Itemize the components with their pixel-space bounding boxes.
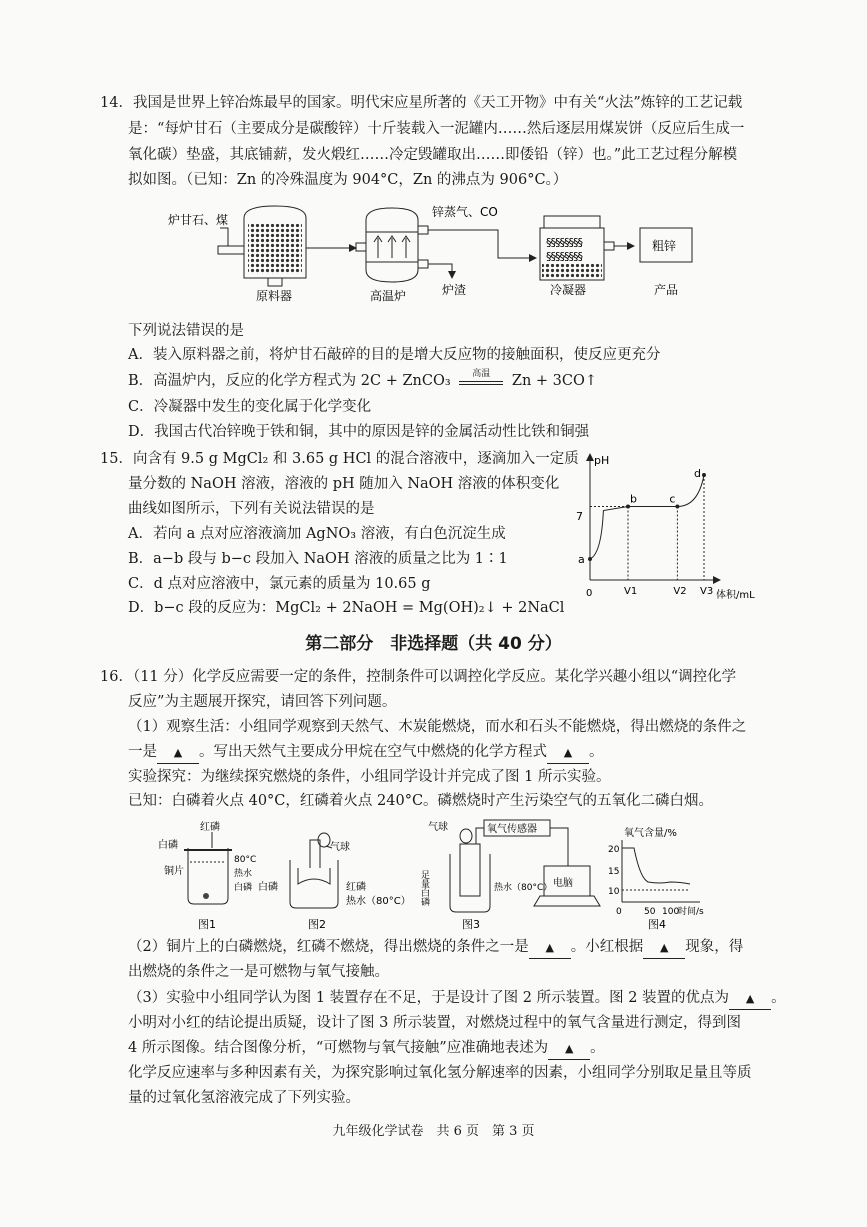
q14-line-1: 14．我国是世界上锌冶炼最早的国家。明代宋应星所著的《天工开物》中有关“火法”炼锌的工艺记载: [100, 95, 743, 111]
fig2-caption: 图2: [308, 918, 326, 931]
slag-label: 炉渣: [442, 283, 467, 297]
q14-line-3: 氧化碳）垫盛，其底铺薪，发火煅红……冷定毁罐取出……即倭铅（锌）也。”此工艺过程分解模: [128, 147, 738, 163]
fig4-xlabel: 时间/s: [678, 907, 704, 917]
q16-line-2: 反应”为主题展开探究，请回答下列问题。: [128, 694, 397, 710]
ph-ytick-7: 7: [576, 510, 583, 523]
fig2-label-water: 热水（80°C）: [346, 896, 411, 907]
fig4-xtick-0: 0: [616, 907, 622, 917]
gas-label: 锌蒸气、CO: [432, 205, 498, 219]
fig4-xtick-100: 100: [662, 907, 680, 917]
answer-blank[interactable]: ▲: [729, 988, 771, 1010]
fig4-caption: 图4: [648, 918, 666, 931]
q15-line-1: 15．向含有 9.5 g MgCl₂ 和 3.65 g HCl 的混合溶液中，逐滴加入一定质: [100, 451, 579, 467]
raw-material-vessel: [244, 206, 306, 286]
answer-blank[interactable]: ▲: [643, 937, 685, 959]
q16-line-9: [128, 988, 786, 1010]
ph-xtick-0: 0: [586, 588, 593, 599]
fig2-label-red-phosphorus: 红磷: [346, 882, 366, 893]
ph-xlabel: 体积/mL: [716, 590, 755, 601]
answer-blank[interactable]: ▲: [548, 1038, 590, 1060]
q16-text: 。: [590, 1040, 605, 1056]
answer-blank[interactable]: ▲: [157, 742, 199, 764]
q16-line-6: 已知：白磷着火点 40°C，红磷着火点 240°C。磷燃烧时产生污染空气的五氧化二磷白烟。: [128, 793, 714, 809]
fig1-label-temp: 80°C: [234, 855, 257, 865]
fig4-ytick-15: 15: [608, 867, 620, 877]
q16-line-5: 实验探究：为继续探究燃烧的条件，小组同学设计并完成了图 1 所示实验。: [128, 769, 611, 785]
ph-point-a: [588, 557, 592, 561]
q16-text: （2）铜片上的白磷燃烧，红磷不燃烧，得出燃烧的条件之一是: [128, 939, 529, 955]
input-label: 炉甘石、煤: [168, 213, 229, 227]
ph-ylabel: pH: [594, 454, 610, 467]
fig1-caption: 图1: [198, 918, 216, 931]
ph-curve: [590, 475, 704, 559]
fig3-apparatus: [419, 820, 600, 931]
q16-text: （3）实验中小组同学认为图 1 装置存在不足，于是设计了图 2 所示装置。图 2 装置的优点为: [128, 990, 730, 1006]
ph-chart: [570, 448, 755, 608]
q14-option-a: A．装入原料器之前，将炉甘石敲碎的目的是增大反应物的接触面积，使反应更充分: [128, 347, 661, 363]
fig1-label-copper: 铜片: [164, 866, 184, 877]
q16-line-12: 化学反应速率与多种因素有关，为探究影响过氧化氢分解速率的因素，小组同学分别取足量且等质: [128, 1065, 752, 1081]
reaction-condition: 高温: [472, 369, 491, 379]
fig2-apparatus: [258, 833, 411, 931]
fig4-curve: [622, 848, 690, 884]
fig4-xtick-50: 50: [644, 907, 656, 917]
q15-option-c: C．d 点对应溶液中，氯元素的质量为 10.65 g: [128, 576, 431, 592]
furnace-vessel: [356, 208, 428, 282]
q16-line-1: 16．（11 分）化学反应需要一定的条件，控制条件可以调控化学反应。某化学兴趣小组以“调控化学: [100, 669, 737, 685]
reactor1-label: 原料器: [256, 289, 293, 303]
q16-figures: [150, 818, 710, 936]
q16-text: 。: [589, 744, 604, 760]
fig1-label-white-phosphorus-2: 白磷: [234, 883, 253, 893]
condenser-label: 冷凝器: [550, 283, 587, 297]
q14-line-4: 拟如图。（已知：Zn 的冷殊温度为 904°C，Zn 的沸点为 906°C。）: [128, 172, 568, 188]
product-label: 产品: [654, 283, 679, 297]
q14-option-c: C．冷凝器中发生的变化属于化学变化: [128, 399, 372, 415]
ph-point-d-label: d: [694, 467, 701, 480]
q16-text: 现象，得: [685, 939, 744, 955]
fig2-label-white-phosphorus: 白磷: [258, 882, 278, 893]
answer-blank[interactable]: ▲: [529, 937, 571, 959]
q14-line-2: 是：“每炉甘石（主要成分是碳酸锌）十斤装载入一泥罐内……然后逐层用煤炭饼（反应后生成一: [128, 121, 745, 137]
svg-text:§§§§§§§§: §§§§§§§§: [546, 236, 582, 249]
q14-option-b: [128, 371, 597, 391]
fig3-caption: 图3: [462, 918, 480, 931]
fig4-chart: [608, 826, 704, 931]
fig3-label-computer: 电脑: [553, 878, 573, 889]
q16-line-7: [128, 937, 743, 959]
ph-point-b-label: b: [630, 492, 637, 506]
q14-option-b-products: Zn + 3CO↑: [511, 373, 598, 389]
q16-text: 一是: [128, 744, 157, 760]
q16-line-4: [128, 742, 604, 764]
ph-xtick-v2: V2: [673, 586, 687, 597]
q16-line-10: 小明对小红的结论提出质疑，设计了图 3 所示装置，对燃烧过程中的氧气含量进行测定，得到图: [128, 1015, 741, 1031]
q16-text: 4 所示图像。结合图像分析，“可燃物与氧气接触”应准确地表述为: [128, 1040, 549, 1056]
fig3-label-balloon: 气球: [428, 822, 448, 833]
product-box-label: 粗锌: [652, 239, 677, 253]
q16-line-11: [128, 1038, 605, 1060]
reactor2-label: 高温炉: [370, 289, 407, 303]
fig3-label-white-phosphorus: 足量白磷: [419, 870, 429, 906]
fig3-label-sensor: 氧气传感器: [487, 824, 537, 835]
q14-option-d: D．我国古代冶锌晚于铁和铜，其中的原因是锌的金属活动性比铁和铜强: [128, 424, 590, 440]
ph-point-a-label: a: [578, 553, 585, 566]
fig3-label-water: 热水（80°C）: [494, 883, 553, 893]
q15-line-3: 曲线如图所示，下列有关说法错误的是: [128, 501, 375, 517]
fig4-ytick-10: 10: [608, 887, 620, 897]
q16-line-3: （1）观察生活：小组同学观察到天然气、木炭能燃烧，而水和石头不能燃烧，得出燃烧的条件之: [128, 719, 747, 735]
fig1-label-water: 热水: [234, 869, 253, 879]
fig1-apparatus: [158, 820, 256, 931]
page-footer: 九年级化学试卷 共 6 页 第 3 页: [332, 1124, 535, 1139]
ph-xtick-v1: V1: [624, 586, 638, 597]
fig1-label-red-phosphorus: 红磷: [200, 822, 220, 833]
zinc-process-diagram: [160, 198, 720, 308]
q14-prompt: 下列说法错误的是: [128, 323, 244, 339]
q16-text: 。小红根据: [570, 939, 644, 955]
fig2-label-balloon: 气球: [330, 842, 350, 853]
condenser-vessel: [540, 216, 614, 280]
q15-option-a: A．若向 a 点对应溶液滴加 AgNO₃ 溶液，有白色沉淀生成: [128, 526, 506, 542]
ph-xtick-v3: V3: [700, 586, 714, 597]
q16-text: 。: [771, 990, 786, 1006]
fig4-ylabel: 氧气含量/%: [624, 828, 677, 839]
q15-line-2: 量分数的 NaOH 溶液，溶液的 pH 随加入 NaOH 溶液的体积变化: [128, 476, 560, 492]
q16-line-13: 量的过氧化氢溶液完成了下列实验。: [128, 1090, 360, 1106]
section-title: 第二部分 非选择题（共 40 分）: [305, 634, 562, 654]
q14-option-b-text: B．高温炉内，反应的化学方程式为 2C + ZnCO₃: [128, 373, 451, 389]
answer-blank[interactable]: ▲: [547, 742, 589, 764]
q16-text: 。写出天然气主要成分甲烷在空气中燃烧的化学方程式: [199, 744, 547, 760]
q15-option-b: B．a−b 段与 b−c 段加入 NaOH 溶液的质量之比为 1∶1: [128, 551, 508, 567]
svg-text:§§§§§§§§: §§§§§§§§: [546, 250, 582, 263]
q16-line-8: 出燃烧的条件之一是可燃物与氧气接触。: [128, 964, 389, 980]
fig4-ytick-20: 20: [608, 845, 620, 855]
fig1-label-white-phosphorus: 白磷: [158, 840, 178, 851]
ph-point-d: [702, 473, 706, 477]
q15-option-d: D．b−c 段的反应为：MgCl₂ + 2NaOH = Mg(OH)₂↓ + 2NaCl: [128, 600, 565, 616]
ph-point-c-label: c: [669, 492, 676, 506]
ph-point-c: [675, 505, 679, 509]
